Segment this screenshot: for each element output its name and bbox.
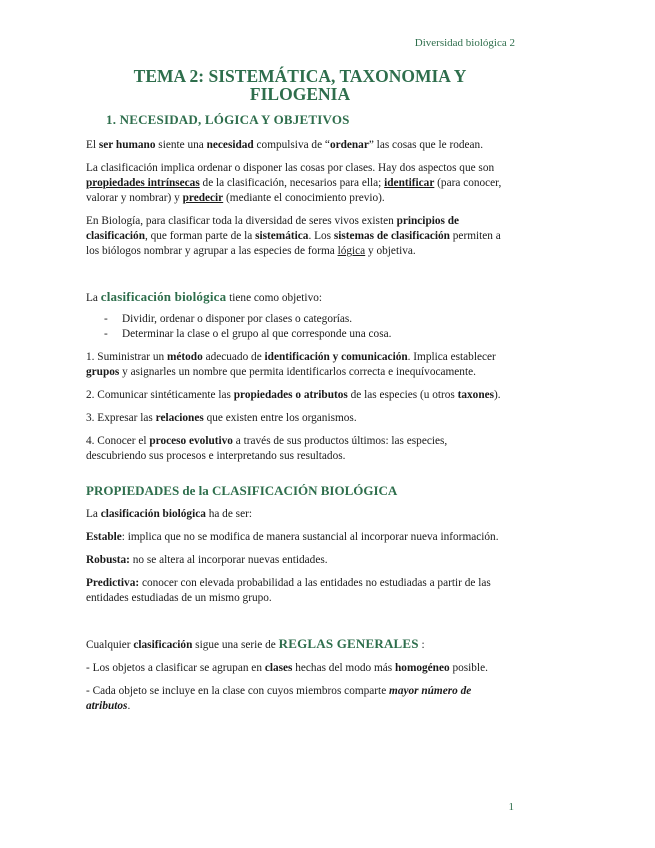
bold-text: taxones bbox=[457, 389, 495, 401]
rules-intro bbox=[86, 636, 506, 653]
paragraph-clasificacion bbox=[86, 161, 506, 206]
bold-text: Predictiva: bbox=[86, 577, 140, 589]
text: posible. bbox=[449, 662, 488, 674]
list-item bbox=[86, 327, 506, 342]
text: . Implica establecer bbox=[407, 351, 496, 363]
text: a través de sus productos últimos: las especies, descubriendo sus procesos e interpretando sus resultados. bbox=[86, 435, 448, 462]
green-term: clasificación biológica bbox=[100, 289, 227, 304]
text: - Cada objeto se incluye en la clase con cuyos miembros comparte bbox=[86, 685, 390, 697]
bold-text: sistemas de clasificación bbox=[333, 230, 450, 242]
text: sigue una serie de bbox=[192, 639, 279, 651]
page-content bbox=[86, 67, 506, 714]
text: El bbox=[86, 139, 99, 151]
bold-text: clases bbox=[264, 662, 293, 674]
text: de la clasificación, necesarios para ella; bbox=[199, 177, 385, 189]
bold-text: método bbox=[166, 351, 203, 363]
bold-text: sistemática bbox=[255, 230, 309, 242]
text: permiten a los biólogos nombrar y agrupar a las especies de forma bbox=[86, 230, 501, 257]
underlined-text: lógica bbox=[337, 245, 366, 257]
objective-2 bbox=[86, 388, 506, 403]
section-heading-2: PROPIEDADES de la CLASIFICACIÓN BIOLÓGICA bbox=[86, 483, 398, 498]
text: siente una bbox=[155, 139, 207, 151]
text: ” las cosas que le rodean. bbox=[368, 139, 484, 151]
text: - Los objetos a clasificar se agrupan en bbox=[86, 662, 265, 674]
bold-text: relaciones bbox=[155, 412, 204, 424]
dash-marker: - bbox=[104, 313, 108, 325]
bold-text: propiedades o atributos bbox=[233, 389, 348, 401]
title-line-2: FILOGENIA bbox=[249, 84, 351, 104]
objective-4 bbox=[86, 434, 506, 464]
text: (mediante el conocimiento previo). bbox=[223, 192, 385, 204]
green-term: REGLAS GENERALES bbox=[278, 636, 419, 651]
text: tiene como objetivo: bbox=[226, 292, 322, 304]
text: compulsiva de “ bbox=[253, 139, 330, 151]
bold-text: proceso evolutivo bbox=[149, 435, 233, 447]
property-predictiva bbox=[86, 576, 506, 606]
bold-text: Robusta: bbox=[86, 554, 130, 566]
dash-marker: - bbox=[104, 328, 108, 340]
text: conocer con elevada probabilidad a las entidades no estudiadas a partir de las entidades estudiadas de un mismo grupo. bbox=[86, 577, 491, 604]
text: . Los bbox=[308, 230, 334, 242]
text: de las especies (u otros bbox=[347, 389, 458, 401]
text: , que forman parte de la bbox=[144, 230, 256, 242]
text: hechas del modo más bbox=[292, 662, 396, 674]
property-robusta bbox=[86, 553, 506, 568]
objective-3 bbox=[86, 411, 506, 426]
rule-2 bbox=[86, 684, 506, 714]
list-item-text: Determinar la clase o el grupo al que corresponde una cosa. bbox=[122, 328, 392, 340]
paragraph-biologia bbox=[86, 214, 506, 259]
text: ha de ser: bbox=[205, 508, 252, 520]
running-header: Diversidad biológica 2 bbox=[414, 37, 515, 49]
text: y asignarles un nombre que permita identificarlos correcta e inequívocamente. bbox=[119, 366, 476, 378]
page-title bbox=[86, 67, 506, 103]
text: ). bbox=[494, 389, 501, 401]
objective-list bbox=[86, 312, 506, 342]
text: La clasificación implica ordenar o disponer las cosas por clases. Hay dos aspectos que son bbox=[86, 162, 495, 174]
bold-text: grupos bbox=[86, 366, 120, 378]
list-item-text: Dividir, ordenar o disponer por clases o categorías. bbox=[122, 313, 353, 325]
list-item bbox=[86, 312, 506, 327]
bold-text: ser humano bbox=[98, 139, 156, 151]
paragraph-ordenar bbox=[86, 138, 506, 153]
bold-underlined-text: identificar bbox=[384, 177, 435, 189]
bold-text: principios de clasificación bbox=[86, 215, 460, 242]
bold-text: necesidad bbox=[206, 139, 254, 151]
text: La bbox=[86, 508, 101, 520]
bold-text: clasificación bbox=[133, 639, 193, 651]
rule-1 bbox=[86, 661, 506, 676]
page-number: 1 bbox=[508, 801, 514, 813]
bold-text: Estable bbox=[86, 531, 122, 543]
section-number: 1. bbox=[106, 112, 117, 127]
bold-italic-text: mayor número de atributos bbox=[86, 685, 472, 712]
text: 4. Conocer el bbox=[86, 435, 150, 447]
text: : implica que no se modifica de manera sustancial al incorporar nueva información. bbox=[121, 531, 499, 543]
text: no se altera al incorporar nuevas entidades. bbox=[129, 554, 328, 566]
objective-1 bbox=[86, 350, 506, 380]
bold-text: ordenar bbox=[329, 139, 369, 151]
bold-underlined-text: propiedades intrínsecas bbox=[86, 177, 200, 189]
text: adecuado de bbox=[202, 351, 265, 363]
title-line-1: TEMA 2: SISTEMÁTICA, TAXONOMIA Y bbox=[133, 66, 467, 86]
property-estable bbox=[86, 530, 506, 545]
paragraph-objetivo bbox=[86, 289, 506, 306]
text: En Biología, para clasificar toda la diversidad de seres vivos existen bbox=[86, 215, 397, 227]
text: (para conocer, valorar y nombrar) y bbox=[86, 177, 502, 204]
bold-underlined-text: predecir bbox=[182, 192, 224, 204]
properties-intro bbox=[86, 507, 506, 522]
text: y objetiva. bbox=[365, 245, 416, 257]
text: 1. Suministrar un bbox=[86, 351, 167, 363]
text: La bbox=[86, 292, 101, 304]
text: que existen entre los organismos. bbox=[203, 412, 357, 424]
bold-text: homogéneo bbox=[395, 662, 450, 674]
section-heading-1 bbox=[106, 112, 506, 128]
bold-text: identificación y comunicación bbox=[264, 351, 408, 363]
text: 3. Expresar las bbox=[86, 412, 156, 424]
text: . bbox=[127, 700, 131, 712]
bold-text: clasificación biológica bbox=[100, 508, 206, 520]
text: : bbox=[418, 639, 425, 651]
section-title: NECESIDAD, LÓGICA Y OBJETIVOS bbox=[119, 112, 350, 127]
text: 2. Comunicar sintéticamente las bbox=[86, 389, 234, 401]
text: Cualquier bbox=[86, 639, 134, 651]
